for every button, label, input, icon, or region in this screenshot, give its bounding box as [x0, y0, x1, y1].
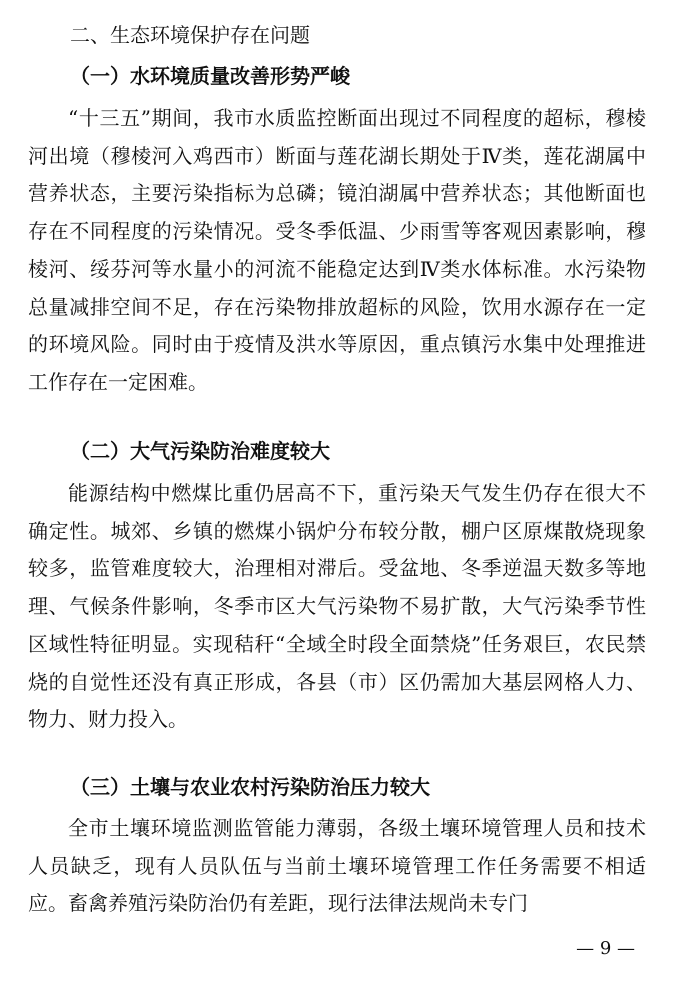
subsection-heading-2: （二）大气污染防治难度较大 [70, 439, 330, 463]
page-number: — 9 — [576, 938, 635, 959]
subsection-heading-3: （三）土壤与农业农村污染防治压力较大 [70, 775, 430, 799]
subsection-paragraph-3: 全市土壤环境监测监管能力薄弱，各级土壤环境管理人员和技术人员缺乏，现有人员队伍与当前土壤环境管理工作任务需要不相适应。畜禽养殖污染防治仍有差距，现行法律法规尚未专门 [28, 816, 646, 916]
subsection-paragraph-2: 能源结构中燃煤比重仍居高不下，重污染天气发生仍存在很大不确定性。城郊、乡镇的燃煤小锅炉分布较分散，棚户区原煤散烧现象较多，监管难度较大，治理相对滞后。受盆地、冬季逆温天数多等地理、气候条件影响，冬季市区大气污染物不易扩散，大气污染季节性区域性特征明显。实现秸秆“全域全时段全面禁烧”任务艰巨，农民禁烧的自觉性还没有真正形成，各县（市）区仍需加大基层网格人力、物力、财力投入。 [28, 481, 646, 732]
subsection-heading-1: （一）水环境质量改善形势严峻 [70, 64, 350, 88]
subsection-paragraph-1: “十三五”期间，我市水质监控断面出现过不同程度的超标，穆棱河出境（穆棱河入鸡西市）断面与莲花湖长期处于Ⅳ类，莲花湖属中营养状态，主要污染指标为总磷；镜泊湖属中营养状态；其他断面也存在不同程度的污染情况。受冬季低温、少雨雪等客观因素影响，穆棱河、绥芬河等水量小的河流不能稳定达到Ⅳ类水体标准。水污染物总量减排空间不足，存在污染物排放超标的风险，饮用水源存在一定的环境风险。同时由于疫情及洪水等原因，重点镇污水集中处理推进工作存在一定困难。 [28, 106, 646, 394]
section-title: 二、生态环境保护存在问题 [70, 23, 310, 47]
